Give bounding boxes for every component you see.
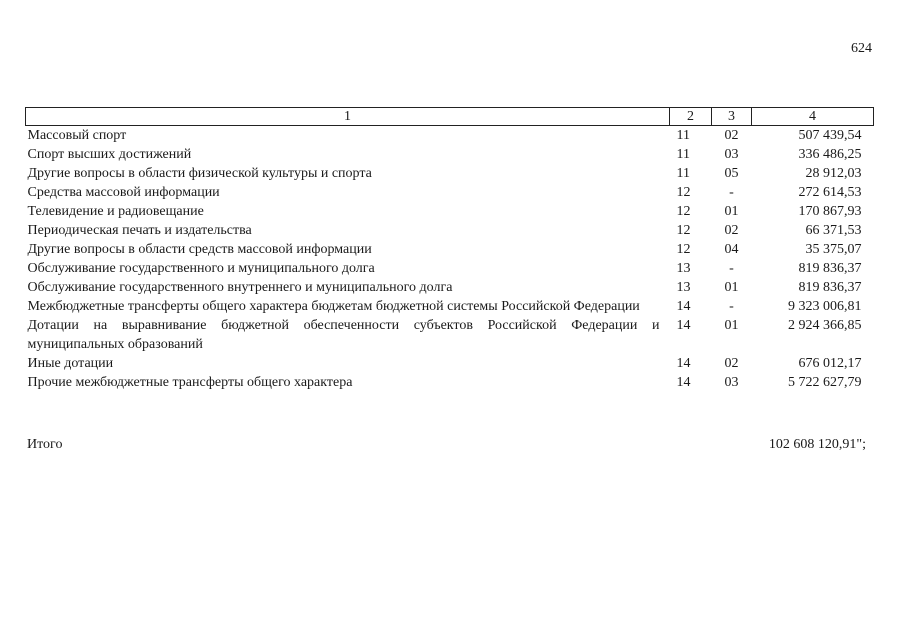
table-row [26, 183, 874, 202]
row-section-cell: 13 [676, 261, 691, 276]
row-name-cell: Обслуживание государственного внутреннего и муниципального долга [27, 280, 453, 295]
row-subsection-cell: 02 [724, 356, 739, 371]
row-section-cell: 11 [676, 166, 690, 181]
table-row [26, 164, 874, 183]
row-amount-cell: 170 867,93 [798, 204, 862, 219]
page-number: 624 [851, 41, 872, 56]
row-amount-cell: 272 614,53 [798, 185, 862, 200]
row-subsection-cell: 02 [724, 128, 739, 143]
row-section-cell: 12 [676, 242, 691, 257]
row-amount-cell: 336 486,25 [798, 147, 862, 162]
row-section-cell: 11 [676, 128, 690, 143]
row-name-cell: Иные дотации [27, 356, 114, 371]
row-subsection-cell: - [729, 261, 734, 276]
row-section-cell: 14 [676, 299, 691, 314]
column-header-subsection: 3 [712, 108, 752, 126]
table-header-row [26, 108, 874, 126]
table-row [26, 240, 874, 259]
table-row [26, 202, 874, 221]
row-subsection-cell: - [729, 185, 734, 200]
table-row [26, 126, 874, 146]
row-amount-cell: 28 912,03 [805, 166, 862, 181]
column-header-name: 1 [26, 108, 670, 126]
table-row [26, 354, 874, 373]
row-amount-cell: 35 375,07 [805, 242, 862, 257]
row-section-cell: 12 [676, 223, 691, 238]
row-section-cell: 13 [676, 280, 691, 295]
row-section-cell: 14 [676, 375, 691, 390]
budget-table [25, 107, 874, 392]
row-amount-cell: 66 371,53 [805, 223, 862, 238]
row-section-cell: 12 [676, 204, 691, 219]
column-header-amount: 4 [752, 108, 874, 126]
row-amount-cell: 9 323 006,81 [788, 299, 862, 314]
total-value: 102 608 120,91"; [768, 437, 866, 452]
row-subsection-cell: 04 [724, 242, 739, 257]
row-amount-cell: 507 439,54 [798, 128, 862, 143]
total-label: Итого [27, 437, 63, 452]
row-section-cell: 11 [676, 147, 690, 162]
row-subsection-cell: 01 [724, 204, 739, 219]
row-name-cell: Другие вопросы в области средств массовой информации [27, 242, 372, 257]
row-section-cell: 14 [676, 318, 691, 333]
row-subsection-cell: 02 [724, 223, 739, 238]
table-row [26, 221, 874, 240]
row-name-cell: Массовый спорт [27, 128, 127, 143]
table-row [26, 373, 874, 392]
row-subsection-cell: 05 [724, 166, 739, 181]
table-row [26, 297, 874, 316]
row-subsection-cell: 01 [724, 280, 739, 295]
row-section-cell: 12 [676, 185, 691, 200]
row-name-cell: Телевидение и радиовещание [27, 204, 204, 219]
row-subsection-cell: - [729, 299, 734, 314]
table-row [26, 145, 874, 164]
row-name-cell: Средства массовой информации [27, 185, 220, 200]
column-header-section: 2 [670, 108, 712, 126]
row-amount-cell: 819 836,37 [798, 280, 862, 295]
row-name-cell: Прочие межбюджетные трансферты общего характера [27, 375, 353, 390]
row-name-cell: Межбюджетные трансферты общего характера бюджетам бюджетной системы Российской Федерации [27, 299, 640, 314]
row-amount-cell: 819 836,37 [798, 261, 862, 276]
row-amount-cell: 676 012,17 [798, 356, 862, 371]
table-row [26, 278, 874, 297]
row-subsection-cell: 03 [724, 375, 739, 390]
table-row [26, 259, 874, 278]
row-name-cell: Периодическая печать и издательства [27, 223, 252, 238]
row-name-cell: Обслуживание государственного и муниципального долга [27, 261, 375, 276]
row-name-cell: Другие вопросы в области физической культуры и спорта [27, 166, 372, 181]
row-amount-cell: 2 924 366,85 [788, 318, 862, 333]
table-row [26, 316, 874, 354]
row-name-cell: Спорт высших достижений [27, 147, 192, 162]
row-section-cell: 14 [676, 356, 691, 371]
row-subsection-cell: 03 [724, 147, 739, 162]
row-name-cell: Дотации на выравнивание бюджетной обеспеченности субъектов Российской Федерации и муниципальных образований [27, 318, 660, 352]
row-subsection-cell: 01 [724, 318, 739, 333]
row-amount-cell: 5 722 627,79 [788, 375, 862, 390]
